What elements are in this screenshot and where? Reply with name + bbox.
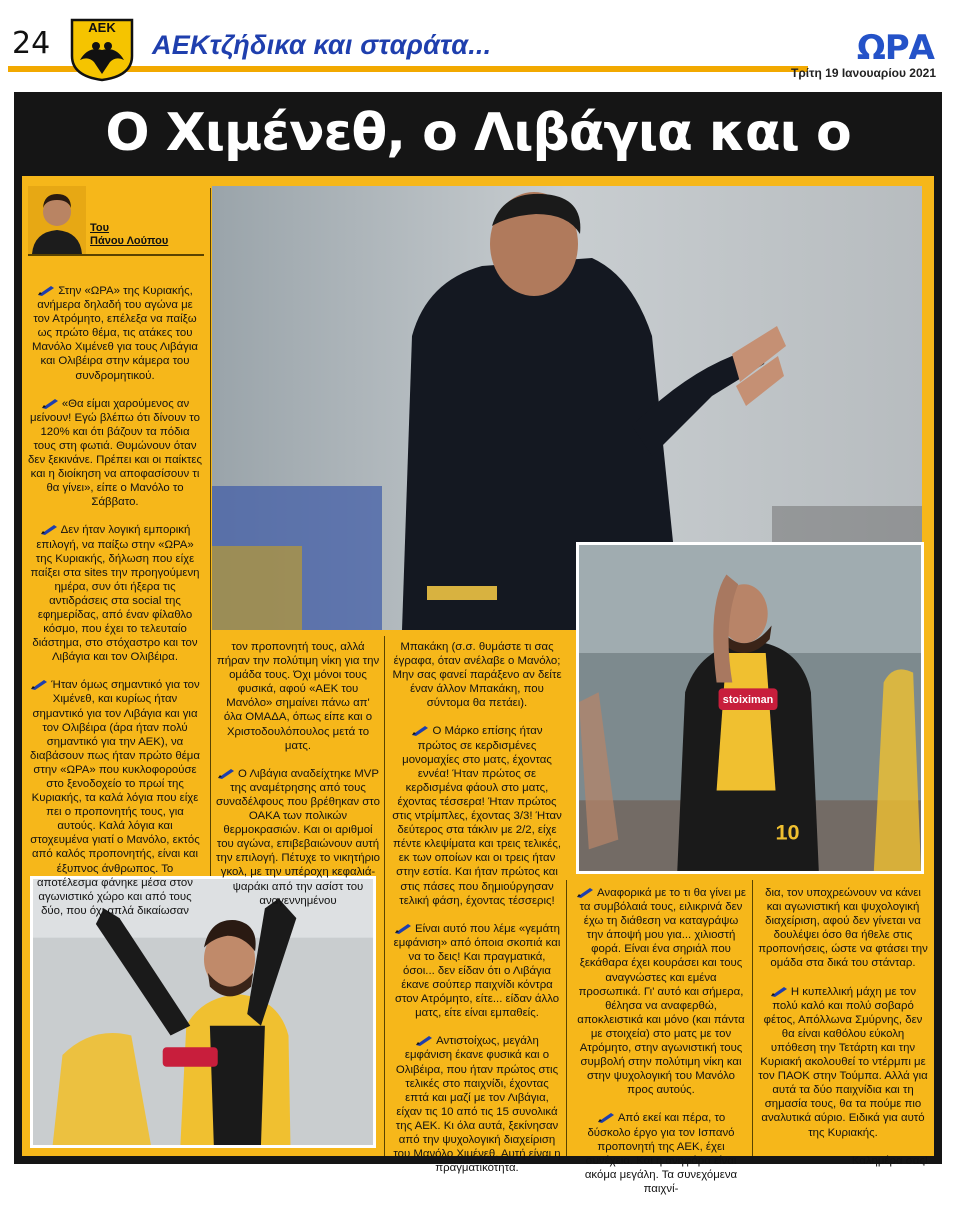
paragraph	[28, 397, 202, 510]
paragraph	[392, 724, 562, 907]
author-avatar	[28, 186, 86, 254]
paragraph	[392, 640, 562, 710]
pen-icon	[415, 1034, 433, 1046]
paragraph	[574, 1111, 748, 1196]
logo-text: ΑΕΚ	[88, 20, 116, 35]
livaja-photo	[576, 542, 924, 874]
section-title: ΑΕΚτζήδικα και σταράτα...	[152, 30, 492, 60]
pen-icon	[41, 397, 59, 409]
article-column-5	[758, 886, 928, 1182]
column-divider	[384, 636, 385, 1156]
sign-off-text: Καλημέρα σας!	[851, 1154, 928, 1167]
paragraph-text: Στην «ΩΡΑ» της Κυριακής, ανήμερα δηλαδή του αγώνα με τον Ατρόμητο, επέλεξα να παίξω ως πρώτο θέμα, τις ατάκες του Μανόλο Χιμένεθ για τους Λιβάγια και Ολιβέιρα στην κάμερα του συνδρομητικού.	[32, 285, 198, 382]
paragraph	[216, 640, 380, 753]
page-header	[0, 0, 960, 84]
column-divider	[210, 188, 211, 878]
paragraph-text: Μπακάκη (σ.σ. θυμάστε τι σας έγραφα, όταν ανέλαβε ο Μανόλο; Μην σας φανεί παράξενο αν δείτε έναν άλλον Μπακάκη, που σύντομα θα πετάει).	[392, 641, 562, 710]
paragraph-text: Ο Μάρκο επίσης ήταν πρώτος σε κερδισμένες μονομαχίες στο ματς, έχοντας εννέα! Ήταν πρώτος σε κερδισμένα φάουλ στο ματς, έχοντας τέσσερα! Ήταν πρώτος στις ντρίμπλες, έχοντας 3/3! Ήταν δεύτερος στα τάκλιν με 2/2, είχε πέντε κλεψίματα και τρεις τελικές, εκ των οποίων και οι τρεις ήταν στην εστία. Και ήταν πρώτος και στις πάσες που δημιούργησαν τελική φάση, έχοντας τέσσερις!	[392, 725, 562, 907]
sign-off	[758, 1154, 928, 1168]
pen-icon	[37, 284, 55, 296]
pen-icon	[576, 886, 594, 898]
article-column-2	[216, 640, 380, 922]
paragraph	[758, 985, 928, 1140]
paragraph-text: Η κυπελλική μάχη με τον πολύ καλό και πολύ σοβαρό φέτος, Απόλλωνα Σμύρνης, δεν θα είναι καθόλου εύκολη υπόθεση την Τετάρτη και την Κυριακή ακολουθεί το ντέρμπι με τον ΠΑΟΚ στην Τούμπα. Αλλά για αυτά τα δύο παιχνίδια και τη σημασία τους, θα τα πούμε πιο αναλυτικά αύριο. Ειδικά για αυτό της Κυριακής.	[758, 985, 928, 1139]
column-divider	[752, 880, 753, 1156]
paragraph-text: Αναφορικά με το τι θα γίνει με τα συμβόλαιά τους, ειλικρινά δεν έχω τη διάθεση να καταγράψω την άποψή μου για... χιλιοστή φορά. Είναι ένα σηριάλ που ξεκάθαρα έχει κουράσει και τους αναγνώστες και εμένα προσωπικά. Γι' αυτό και σήμερα, θέλησα να αναφερθώ, αποκλειστικά και μόνο (και πάντα με στοιχεία) στο ματς με τον Ατρόμητο, στην αγωνιστική τους συμβολή στην πολύτιμη νίκη και στην ψυχολογική του Μανόλο προς αυτούς.	[577, 887, 746, 1097]
paragraph	[392, 1034, 562, 1175]
pen-icon	[411, 724, 429, 736]
paragraph	[392, 922, 562, 1021]
paragraph	[28, 284, 202, 383]
pen-icon	[217, 767, 235, 779]
pen-icon	[394, 922, 412, 934]
newspaper-brand: ΩΡΑ	[856, 28, 934, 68]
pen-icon	[30, 678, 48, 690]
pen-icon	[597, 1111, 615, 1123]
paragraph-text: τον προπονητή τους, αλλά πήραν την πολύτιμη νίκη για την ομάδα τους. Όχι μόνοι τους φυσικά, αφού «ΑΕΚ του Μανόλο» σημαίνει πάνω απ' όλα ΟΜΑΔΑ, όπως είπε και ο Χριστοδουλόπουλος μετά το ματς.	[216, 641, 380, 752]
pen-icon	[40, 523, 58, 535]
paragraph-text: Ήταν όμως σημαντικό για τον Χιμένεθ, και κυρίως ήταν σημαντικό για τον Λιβάγια και για τον Ολιβέιρα (άρα ήταν πολύ σημαντικό για την ΑΕΚ), να διαβάσουν πως ήταν πρώτο θέμα στην «ΩΡΑ» που κυκλοφορούσε στο ξενοδοχείο το πρωί της Κυριακής, τα καλά λόγια που είχε πει ο προπονητής τους, για αυτούς. Καλά λόγια και στοχευμένα γιατί ο Μανόλο, εκτός από καλός προπονητής, είναι και έξυπνος άνθρωπος. Το αποτέλεσμα φάνηκε μέσα στον αγωνιστικό χώρο και από τους δύο, που όχι απλά δικαίωσαν	[30, 679, 200, 917]
paragraph	[574, 886, 748, 1097]
paragraph-text: Δεν ήταν λογική εμπορική επιλογή, να παίξω στην «ΩΡΑ» της Κυριακής, δήλωση που είχε παίξει στα sites την προηγούμενη ημέρα, συν ότι ήξερα τις αντιδράσεις στα social της εφημερίδας, από έναν φίλαθλο κόσμο, που έχει το τελευταίο διάστημα, στο στόχαστρο και τον Λιβάγια και τον Ολιβέιρα.	[30, 524, 200, 664]
author-prefix: Του	[90, 222, 110, 234]
paragraph-text: Είναι αυτό που λέμε «γεμάτη εμφάνιση» από όποια σκοπιά και να το δεις! Και πραγματικά, όσοι... δεν είδαν ότι ο Λιβάγια έκανε σούπερ παιχνίδι κόντρα στον Ατρόμητο, είτε... είδαν άλλο ματς, είτε είναι εμπαθείς.	[393, 922, 561, 1020]
jersey-sponsor-text: stoiximan	[722, 694, 774, 707]
paragraph-text: Ο Λιβάγια αναδείχτηκε MVP της αναμέτρησης από τους συναδέλφους που βρέθηκαν στο ΟΑΚΑ των πολικών θερμοκρασιών. Και οι αριθμοί του αγώνα, επιβεβαιώνουν αυτή την επιλογή. Πέτυχε το νικητήριο γκολ, με την υπέροχη κεφαλιά-ψαράκι από την ασίστ του αναγεννημένου	[216, 767, 380, 907]
paragraph	[28, 523, 202, 664]
pen-icon	[770, 985, 788, 997]
author-divider	[28, 254, 204, 256]
author-byline	[90, 222, 168, 248]
paragraph	[28, 678, 202, 918]
article-column-4	[574, 886, 748, 1210]
issue-date: Τρίτη 19 Ιανουαρίου 2021	[791, 66, 936, 80]
paragraph-text: δια, τον υποχρεώνουν να κάνει και αγωνιστική και ψυχολογική διαχείριση, αφού δεν γίνεται να δουλέψει όσο θα ήθελε στις προπονήσεις, ώστε να φτάσει την ομάδα στα δικά του στάνταρ.	[758, 887, 928, 970]
article-column-3	[392, 640, 562, 1189]
article-headline: Ο Χιμένεθ, ο Λιβάγια και ο	[105, 103, 851, 163]
shirt-number-text: 10	[775, 819, 800, 845]
author-name: Πάνου Λούπου	[90, 235, 169, 247]
paragraph-text: Από εκεί και πέρα, το δύσκολο έργο για τον Ισπανό προπονητή της ΑΕΚ, έχει συνέχεια. Και η ανηφόρα είναι ακόμα μεγάλη. Τα συνεχόμενα παιχνί-	[584, 1112, 738, 1195]
column-divider	[566, 880, 567, 1156]
page-number: 24	[12, 26, 51, 61]
article-column-1	[28, 284, 202, 932]
paragraph	[216, 767, 380, 908]
paragraph-text: Αντιστοίχως, μεγάλη εμφάνιση έκανε φυσικά και ο Ολιβέιρα, που ήταν πρώτος στις τελικές στο παιχνίδι, έχοντας επτά και μαζί με τον Λιβάγια, είχαν τις 10 από τις 15 συνολικά της ΑΕΚ. Κι όλα αυτά, ξεκίνησαν από την ψυχολογική διαχείριση του Μανόλο Χιμένεθ. Αυτή είναι η πραγματικότητα.	[393, 1035, 561, 1175]
paragraph-text: «Θα είμαι χαρούμενος αν μείνουν! Εγώ βλέπω ότι δίνουν το 120% και ότι βάζουν τα πόδια τους στη φωτιά. Θυμώνουν όταν δεν ξεκινάνε. Πρέπει και οι παίκτες και η διοίκηση να αποφασίσουν τι θα γίνει», είπε ο Μανόλο το Σάββατο.	[28, 397, 202, 509]
paragraph	[758, 886, 928, 971]
